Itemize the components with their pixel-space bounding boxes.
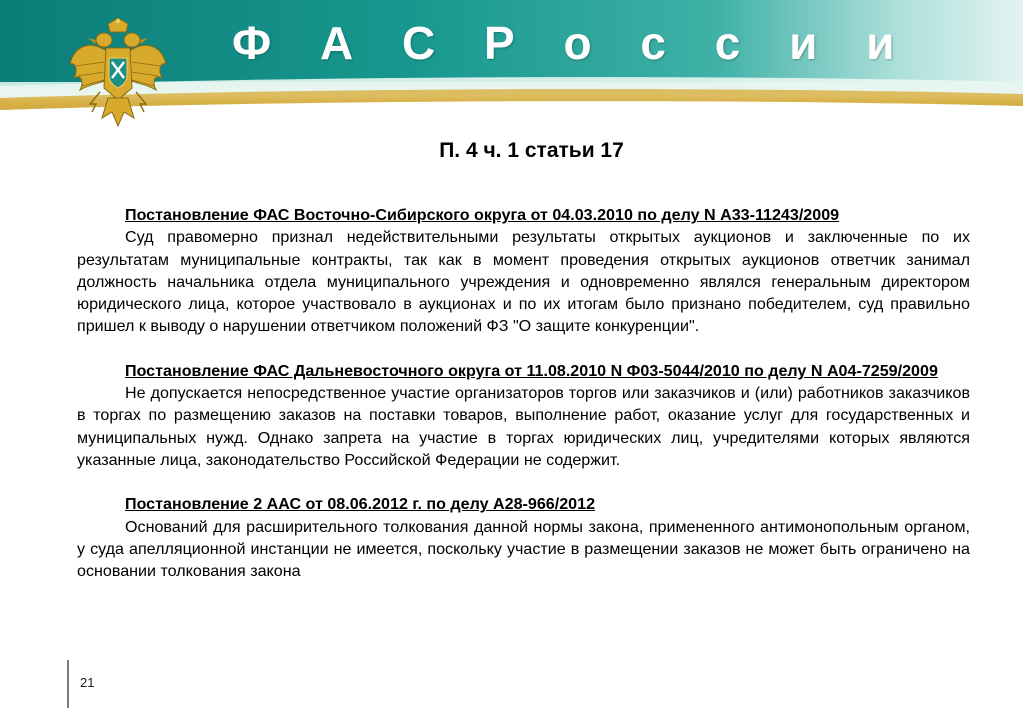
page-number: 21 [80,675,95,690]
case-text: Оснований для расширительного толкования данной нормы закона, примененного антимонопольным органом, у суда апелляционной инстанции не имеется, поскольку участие в размещении заказов не может быть ограничено на основании толкования закона [77,517,970,581]
case-title: Постановление 2 ААС от 08.06.2012 г. по делу А28-966/2012 [125,495,596,514]
case-title: Постановление ФАС Дальневосточного округа от 11.08.2010 N Ф03-5044/2010 по делу N А04-7259/2009 [125,361,938,380]
case-block [77,204,970,338]
cases-content [77,204,970,604]
site-title: Ф А С Р о с с и и [232,17,913,69]
slide-heading: П. 4 ч. 1 статьи 17 [439,139,624,162]
case-block [77,360,970,471]
double-headed-eagle-emblem-icon [68,18,168,132]
footer-divider [67,660,69,708]
case-block [77,493,970,582]
case-text: Не допускается непосредственное участие организаторов торгов или заказчиков и (или) работников заказчиков в торгах по размещению заказов на поставки товаров, выполнение работ, оказание услуг для государственных и муниципальных нужд. Однако запрета на участие в торгах юридических лиц, учредителями которых являются указанные лица, законодательство Российской Федерации не содержит. [77,384,970,469]
case-text: Суд правомерно признал недействительными результаты открытых аукционов и заключенные по их результатам муниципальные контракты, так как в момент проведения открытых аукционов ответчик занимал должность начальника отдела муниципального учреждения и одновременно являлся генеральным директором юридического лица, которое участвовало в аукционах и по их итогам было признано победителем, суд правильно пришел к выводу о нарушении ответчиком положений ФЗ "О защите конкуренции". [77,228,970,336]
case-title: Постановление ФАС Восточно-Сибирского округа от 04.03.2010 по делу N А33-11243/2009 [125,206,840,224]
